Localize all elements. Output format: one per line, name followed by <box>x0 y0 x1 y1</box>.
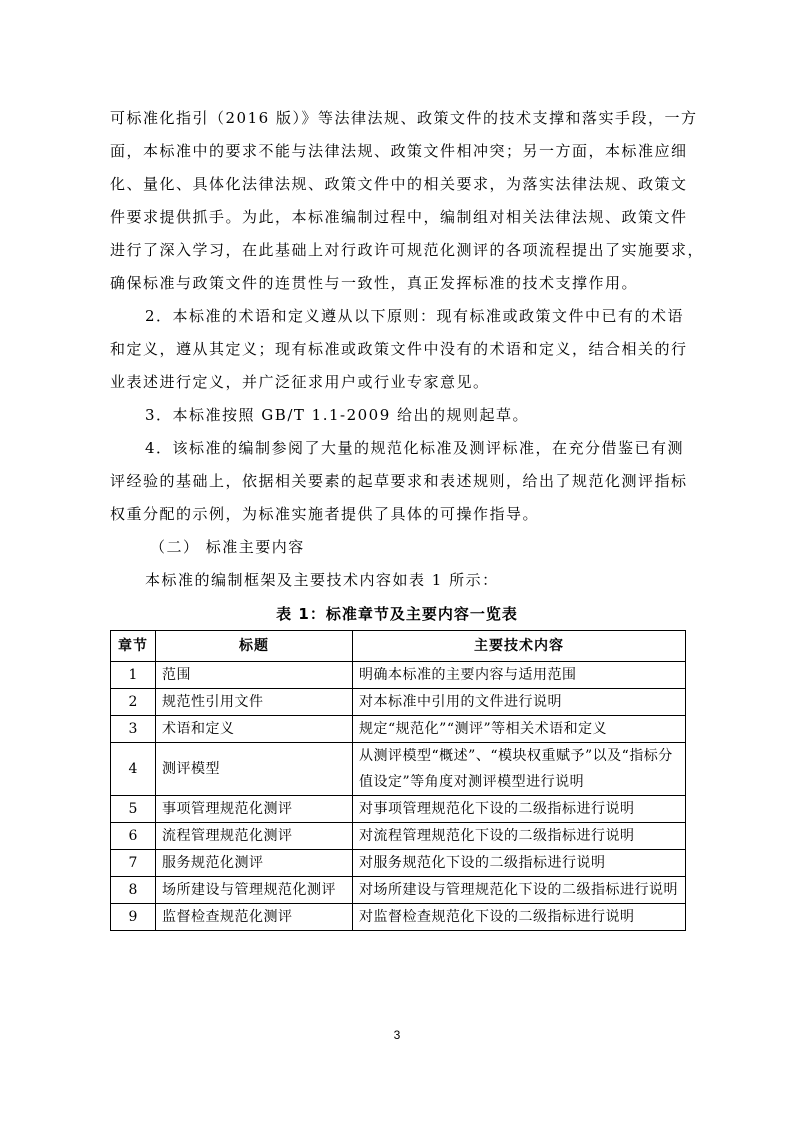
chapter-number: 3 <box>111 716 156 743</box>
table-row <box>111 662 686 689</box>
table-row <box>111 743 686 796</box>
header-cell-title: 标题 <box>156 631 353 662</box>
chapter-title: 事项管理规范化测评 <box>156 796 353 823</box>
paragraph-line: 本标准的编制框架及主要技术内容如表 1 所示： <box>145 571 499 589</box>
chapter-content: 规定“规范化”“测评”等相关术语和定义 <box>353 716 686 743</box>
chapter-number: 8 <box>111 877 156 904</box>
table-row <box>111 877 686 904</box>
paragraph-line: 4．该标准的编制参阅了大量的规范化标准及测评标准，在充分借鉴已有测 <box>145 439 685 457</box>
chapter-content: 对服务规范化下设的二级指标进行说明 <box>353 850 686 877</box>
paragraph-line: 2．本标准的术语和定义遵从以下原则：现有标准或政策文件中已有的术语 <box>145 307 685 325</box>
paragraph-line: 3．本标准按照 GB/T 1.1-2009 给出的规则起草。 <box>145 406 530 424</box>
chapter-title: 测评模型 <box>156 743 353 796</box>
table-row <box>111 716 686 743</box>
chapter-number: 1 <box>111 662 156 689</box>
paragraph-line: 评经验的基础上，依据相关要素的起草要求和表述规则，给出了规范化测评指标 <box>110 472 688 490</box>
chapter-number: 6 <box>111 823 156 850</box>
contents-table <box>110 630 686 931</box>
chapter-title: 监督检查规范化测评 <box>156 904 353 931</box>
paragraph-line: 可标准化指引（2016 版）》等法律法规、政策文件的技术支撑和落实手段，一方 <box>110 109 698 127</box>
table-row <box>111 689 686 716</box>
table-row <box>111 904 686 931</box>
header-cell-chapter: 章节 <box>111 631 156 662</box>
paragraph-line: 和定义，遵从其定义；现有标准或政策文件中没有的术语和定义，结合相关的行 <box>110 340 688 358</box>
page-number: 3 <box>393 1028 401 1042</box>
chapter-number: 7 <box>111 850 156 877</box>
chapter-title: 场所建设与管理规范化测评 <box>156 877 353 904</box>
section-heading: （二） 标准主要内容 <box>150 538 305 556</box>
chapter-number: 9 <box>111 904 156 931</box>
chapter-number: 5 <box>111 796 156 823</box>
chapter-title: 流程管理规范化测评 <box>156 823 353 850</box>
chapter-content: 明确本标准的主要内容与适用范围 <box>353 662 686 689</box>
chapter-number: 4 <box>111 743 156 796</box>
paragraph-line: 面，本标准中的要求不能与法律法规、政策文件相冲突；另一方面，本标准应细 <box>110 142 688 160</box>
paragraph-line: 权重分配的示例，为标准实施者提供了具体的可操作指导。 <box>110 505 540 523</box>
chapter-title: 术语和定义 <box>156 716 353 743</box>
table-row <box>111 850 686 877</box>
paragraph-line: 业表述进行定义，并广泛征求用户或行业专家意见。 <box>110 373 490 391</box>
chapter-content: 从测评模型“概述”、“模块权重赋予”以及“指标分值设定”等角度对测评模型进行说明 <box>353 743 686 796</box>
paragraph-line: 化、量化、具体化法律法规、政策文件中的相关要求，为落实法律法规、政策文 <box>110 175 688 193</box>
paragraph-line: 确保标准与政策文件的连贯性与一致性，真正发挥标准的技术支撑作用。 <box>110 274 639 292</box>
table-header-row <box>111 631 686 662</box>
chapter-content: 对场所建设与管理规范化下设的二级指标进行说明 <box>353 877 686 904</box>
chapter-title: 服务规范化测评 <box>156 850 353 877</box>
table-row <box>111 823 686 850</box>
chapter-title: 范围 <box>156 662 353 689</box>
chapter-content: 对事项管理规范化下设的二级指标进行说明 <box>353 796 686 823</box>
chapter-number: 2 <box>111 689 156 716</box>
chapter-title: 规范性引用文件 <box>156 689 353 716</box>
chapter-content: 对监督检查规范化下设的二级指标进行说明 <box>353 904 686 931</box>
chapter-content: 对流程管理规范化下设的二级指标进行说明 <box>353 823 686 850</box>
paragraph-line: 件要求提供抓手。为此，本标准编制过程中，编制组对相关法律法规、政策文件 <box>110 208 688 226</box>
table-row <box>111 796 686 823</box>
table-caption: 表 1：标准章节及主要内容一览表 <box>276 605 518 623</box>
paragraph-line: 进行了深入学习，在此基础上对行政许可规范化测评的各项流程提出了实施要求， <box>110 241 705 259</box>
chapter-content: 对本标准中引用的文件进行说明 <box>353 689 686 716</box>
header-cell-content: 主要技术内容 <box>353 631 686 662</box>
